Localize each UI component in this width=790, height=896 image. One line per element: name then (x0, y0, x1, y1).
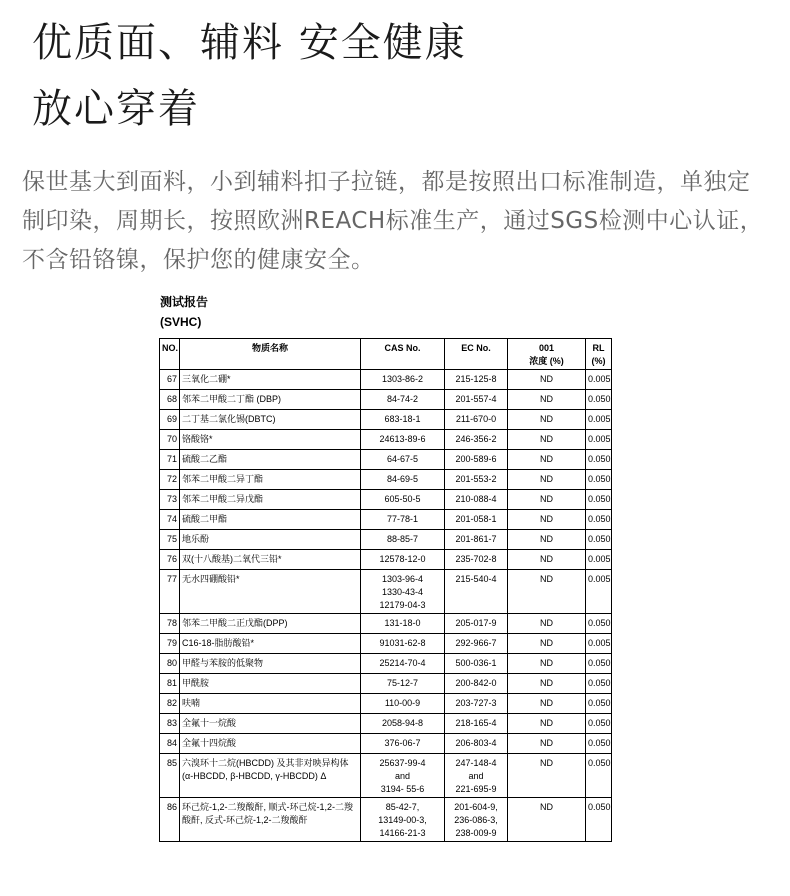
cell-cas-no-line: 84-74-2 (386, 394, 419, 404)
cell-ec-no-line: 218-165-4 (455, 718, 497, 728)
cell-ec-no (445, 734, 508, 754)
cell-cas-no (361, 450, 445, 470)
cell-rl: 0.050 (586, 470, 612, 490)
cell-rl: 0.005 (586, 370, 612, 390)
cell-ec-no-line: and (468, 771, 484, 781)
cell-ec-no (445, 450, 508, 470)
cell-no: 86 (160, 798, 180, 842)
headline-line-1: 优质面、辅料 安全健康 (32, 20, 467, 66)
cell-rl: 0.050 (586, 694, 612, 714)
cell-substance-name: 邻苯二甲酸二丁酯 (DBP) (180, 390, 361, 410)
cell-concentration: ND (508, 390, 586, 410)
cell-rl: 0.050 (586, 798, 612, 842)
table-row (160, 714, 612, 734)
cell-rl: 0.005 (586, 410, 612, 430)
cell-rl: 0.050 (586, 714, 612, 734)
cell-rl: 0.050 (586, 674, 612, 694)
cell-ec-no (445, 694, 508, 714)
cell-cas-no-line: 75-12-7 (386, 678, 419, 688)
cell-ec-no (445, 530, 508, 550)
table-row (160, 370, 612, 390)
cell-rl: 0.050 (586, 654, 612, 674)
table-row (160, 470, 612, 490)
table-row (160, 530, 612, 550)
table-row (160, 634, 612, 654)
cell-ec-no (445, 410, 508, 430)
cell-concentration: ND (508, 550, 586, 570)
cell-cas-no-line: 1303-96-4 (381, 574, 424, 584)
header-rl-top: RL (592, 343, 605, 353)
cell-ec-no-line: 500-036-1 (455, 658, 497, 668)
cell-concentration: ND (508, 490, 586, 510)
table-row (160, 390, 612, 410)
cell-rl: 0.050 (586, 530, 612, 550)
cell-cas-no (361, 550, 445, 570)
cell-ec-no (445, 510, 508, 530)
cell-no: 81 (160, 674, 180, 694)
cell-no: 80 (160, 654, 180, 674)
report-title-line-1: 测试报告 (160, 295, 209, 309)
description-paragraph: 保世基大到面料，小到辅料扣子拉链，都是按照出口标准制造，单独定制印染，周期长，按照欧洲REACH标准生产，通过SGS检测中心认证，不含铅铬镍，保护您的健康安全。 (22, 169, 764, 273)
cell-cas-no-line: 25637-99-4 (379, 758, 426, 768)
header-concentration (508, 339, 586, 370)
cell-no: 68 (160, 390, 180, 410)
header-rl-bottom: (%) (591, 356, 606, 366)
cell-no: 83 (160, 714, 180, 734)
cell-cas-no-line: 1303-86-2 (381, 374, 424, 384)
cell-ec-no (445, 370, 508, 390)
cell-cas-no (361, 510, 445, 530)
cell-concentration: ND (508, 798, 586, 842)
cell-cas-no (361, 634, 445, 654)
header-rl (586, 339, 612, 370)
cell-cas-no-line: 24613-89-6 (379, 434, 426, 444)
cell-concentration: ND (508, 614, 586, 634)
cell-no: 77 (160, 570, 180, 614)
cell-ec-no-line: 205-017-9 (455, 618, 497, 628)
cell-cas-no (361, 798, 445, 842)
cell-cas-no (361, 674, 445, 694)
cell-ec-no (445, 390, 508, 410)
table-row (160, 550, 612, 570)
cell-ec-no (445, 754, 508, 798)
cell-cas-no (361, 370, 445, 390)
cell-concentration: ND (508, 654, 586, 674)
cell-no: 78 (160, 614, 180, 634)
cell-cas-no (361, 654, 445, 674)
cell-rl: 0.050 (586, 450, 612, 470)
cell-ec-no-line: 201-058-1 (455, 514, 497, 524)
cell-cas-no-line: 64-67-5 (386, 454, 419, 464)
cell-cas-no-line: 12578-12-0 (379, 554, 426, 564)
report-title (160, 292, 208, 332)
table-row (160, 570, 612, 614)
cell-ec-no (445, 470, 508, 490)
cell-cas-no (361, 570, 445, 614)
cell-ec-no (445, 570, 508, 614)
table-row (160, 694, 612, 714)
cell-no: 70 (160, 430, 180, 450)
cell-ec-no-line: 211-670-0 (455, 414, 497, 424)
cell-cas-no-line: 3194- 55-6 (380, 784, 425, 794)
cell-substance-name: 双(十八酸基)二氧代三铅* (180, 550, 361, 570)
cell-cas-no-line: 1330-43-4 (381, 587, 424, 597)
cell-no: 85 (160, 754, 180, 798)
header-ec-no: EC No. (445, 339, 508, 370)
cell-ec-no-line: 215-125-8 (455, 374, 497, 384)
cell-concentration: ND (508, 450, 586, 470)
cell-ec-no (445, 674, 508, 694)
cell-ec-no-line: 200-842-0 (455, 678, 497, 688)
cell-no: 72 (160, 470, 180, 490)
header-substance-name: 物质名称 (180, 339, 361, 370)
cell-ec-no-line: 235-702-8 (455, 554, 497, 564)
cell-ec-no (445, 714, 508, 734)
cell-ec-no (445, 798, 508, 842)
cell-ec-no-line: 201-861-7 (455, 534, 497, 544)
cell-substance-name: 硫酸二乙酯 (180, 450, 361, 470)
table-row (160, 798, 612, 842)
cell-concentration: ND (508, 570, 586, 614)
cell-ec-no-line: 206-803-4 (455, 738, 497, 748)
cell-rl: 0.005 (586, 570, 612, 614)
cell-substance-name: 呋喃 (180, 694, 361, 714)
cell-cas-no-line: 110-00-9 (384, 698, 421, 708)
cell-ec-no-line: 201-604-9, (454, 802, 498, 812)
table-row (160, 410, 612, 430)
cell-ec-no-line: 221-695-9 (455, 784, 497, 794)
cell-cas-no-line: 605-50-5 (384, 494, 421, 504)
cell-ec-no (445, 430, 508, 450)
cell-ec-no-line: 292-966-7 (455, 638, 497, 648)
cell-substance-name: C16-18-脂肪酸铅* (180, 634, 361, 654)
table-row (160, 490, 612, 510)
cell-cas-no (361, 430, 445, 450)
cell-ec-no-line: 200-589-6 (455, 454, 497, 464)
table-row (160, 430, 612, 450)
cell-cas-no (361, 410, 445, 430)
cell-no: 73 (160, 490, 180, 510)
report-title-line-2: (SVHC) (160, 315, 202, 329)
cell-ec-no-line: 201-553-2 (455, 474, 497, 484)
table-row (160, 674, 612, 694)
cell-substance-name: 地乐酚 (180, 530, 361, 550)
cell-no: 82 (160, 694, 180, 714)
cell-substance-name: 铬酸铬* (180, 430, 361, 450)
cell-concentration: ND (508, 754, 586, 798)
cell-cas-no (361, 614, 445, 634)
table-header-row (160, 339, 612, 370)
cell-cas-no (361, 754, 445, 798)
cell-ec-no-line: 246-356-2 (455, 434, 497, 444)
cell-cas-no-line: 91031-62-8 (379, 638, 426, 648)
cell-no: 75 (160, 530, 180, 550)
cell-concentration: ND (508, 714, 586, 734)
cell-ec-no-line: 201-557-4 (455, 394, 497, 404)
table-row (160, 734, 612, 754)
cell-cas-no-line: 85-42-7, (385, 802, 420, 812)
cell-cas-no-line: 88-85-7 (386, 534, 419, 544)
cell-cas-no-line: and (394, 771, 411, 781)
cell-ec-no (445, 634, 508, 654)
cell-cas-no-line: 131-18-0 (384, 618, 421, 628)
header-concentration-bottom: 浓度 (%) (529, 356, 564, 366)
cell-cas-no (361, 734, 445, 754)
cell-concentration: ND (508, 734, 586, 754)
cell-substance-name: 邻苯二甲酸二异丁酯 (180, 470, 361, 490)
cell-no: 79 (160, 634, 180, 654)
cell-rl: 0.050 (586, 614, 612, 634)
cell-substance-name: 环己烷-1,2-二羧酸酐, 顺式-环己烷-1,2-二羧酸酐, 反式-环己烷-1,2-二羧酸酐 (180, 798, 361, 842)
cell-no: 71 (160, 450, 180, 470)
cell-substance-name: 邻苯二甲酸二正戊酯(DPP) (180, 614, 361, 634)
cell-substance-name: 二丁基二氯化锡(DBTC) (180, 410, 361, 430)
cell-concentration: ND (508, 430, 586, 450)
cell-cas-no (361, 490, 445, 510)
header-no: NO. (160, 339, 180, 370)
header-concentration-top: 001 (538, 343, 555, 353)
cell-cas-no-line: 13149-00-3, (378, 815, 427, 825)
cell-cas-no (361, 714, 445, 734)
cell-ec-no (445, 614, 508, 634)
svhc-report-table (159, 338, 612, 842)
cell-concentration: ND (508, 510, 586, 530)
cell-rl: 0.005 (586, 430, 612, 450)
header-cas-no: CAS No. (361, 339, 445, 370)
cell-concentration: ND (508, 410, 586, 430)
cell-substance-name: 三氧化二硼* (180, 370, 361, 390)
table-row (160, 614, 612, 634)
cell-ec-no (445, 490, 508, 510)
cell-cas-no-line: 2058-94-8 (381, 718, 424, 728)
cell-cas-no-line: 683-18-1 (384, 414, 421, 424)
cell-rl: 0.050 (586, 510, 612, 530)
cell-substance-name: 甲酰胺 (180, 674, 361, 694)
cell-ec-no-line: 210-088-4 (455, 494, 497, 504)
cell-cas-no-line: 14166-21-3 (379, 828, 426, 838)
cell-substance-name: 六溴环十二烷(HBCDD) 及其非对映异构体(α-HBCDD, β-HBCDD, γ-HBCDD) Δ (180, 754, 361, 798)
cell-substance-name: 无水四硼酸铅* (180, 570, 361, 614)
cell-cas-no (361, 530, 445, 550)
table-row (160, 654, 612, 674)
cell-concentration: ND (508, 530, 586, 550)
cell-substance-name: 邻苯二甲酸二异戊酯 (180, 490, 361, 510)
cell-ec-no (445, 550, 508, 570)
cell-concentration: ND (508, 470, 586, 490)
cell-cas-no (361, 470, 445, 490)
cell-ec-no-line: 238-009-9 (455, 828, 497, 838)
cell-rl: 0.050 (586, 754, 612, 798)
cell-ec-no-line: 203-727-3 (455, 698, 497, 708)
cell-ec-no-line: 215-540-4 (455, 574, 497, 584)
table-body (160, 370, 612, 842)
cell-substance-name: 甲醛与苯胺的低聚物 (180, 654, 361, 674)
cell-rl: 0.005 (586, 550, 612, 570)
cell-cas-no-line: 77-78-1 (386, 514, 419, 524)
cell-ec-no-line: 236-086-3, (454, 815, 498, 825)
cell-no: 69 (160, 410, 180, 430)
cell-substance-name: 硫酸二甲酯 (180, 510, 361, 530)
cell-cas-no (361, 694, 445, 714)
table-row (160, 450, 612, 470)
headline-line-2: 放心穿着 (32, 86, 200, 132)
table-row (160, 754, 612, 798)
cell-substance-name: 全氟十四烷酸 (180, 734, 361, 754)
cell-concentration: ND (508, 370, 586, 390)
cell-no: 74 (160, 510, 180, 530)
cell-no: 84 (160, 734, 180, 754)
cell-concentration: ND (508, 674, 586, 694)
cell-cas-no-line: 25214-70-4 (379, 658, 426, 668)
cell-concentration: ND (508, 694, 586, 714)
cell-no: 76 (160, 550, 180, 570)
cell-cas-no-line: 12179-04-3 (379, 600, 426, 610)
cell-no: 67 (160, 370, 180, 390)
cell-rl: 0.005 (586, 634, 612, 654)
cell-concentration: ND (508, 634, 586, 654)
cell-rl: 0.050 (586, 734, 612, 754)
cell-ec-no-line: 247-148-4 (455, 758, 497, 768)
table-row (160, 510, 612, 530)
headline (32, 10, 467, 142)
cell-rl: 0.050 (586, 490, 612, 510)
cell-cas-no-line: 376-06-7 (384, 738, 421, 748)
cell-substance-name: 全氟十一烷酸 (180, 714, 361, 734)
cell-cas-no (361, 390, 445, 410)
cell-cas-no-line: 84-69-5 (386, 474, 419, 484)
cell-rl: 0.050 (586, 390, 612, 410)
cell-ec-no (445, 654, 508, 674)
